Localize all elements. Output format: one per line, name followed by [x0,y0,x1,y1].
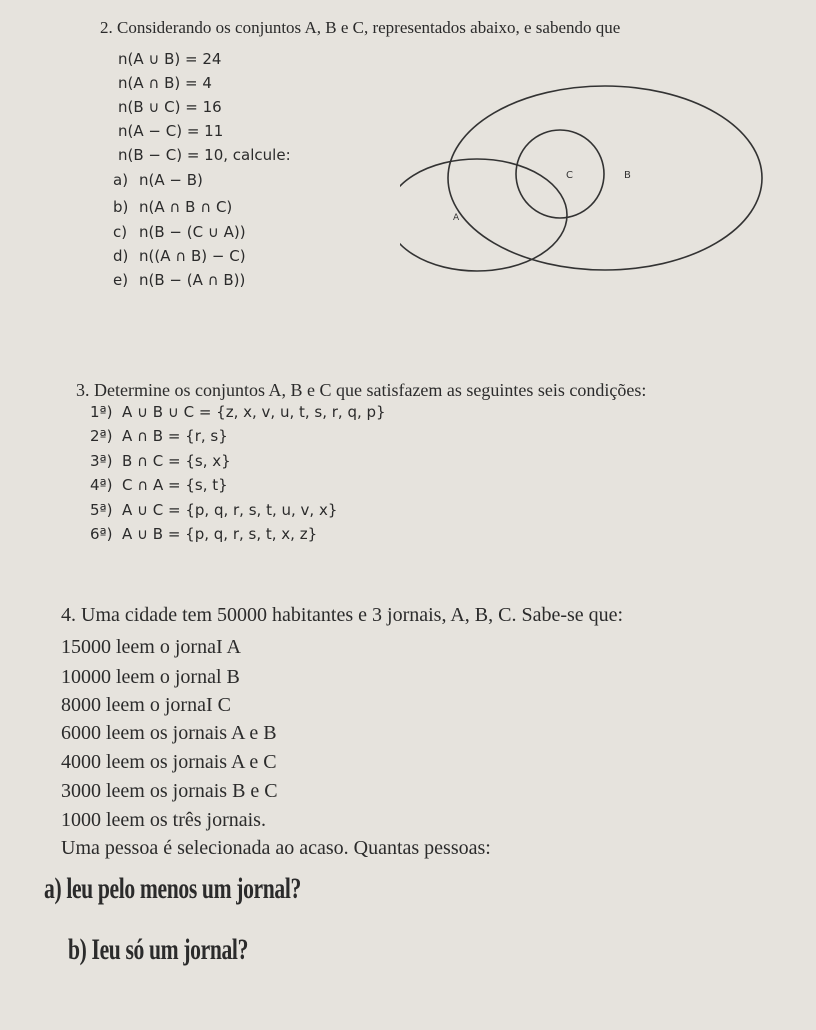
circle-c [516,130,604,218]
q4-line-1: 15000 leem o jornaI A [61,636,241,658]
item-d: d) n((A ∩ B) − C) [113,247,246,265]
venn-diagram [400,80,780,280]
condition-1: 1ª) A ∪ B ∪ C = {z, x, v, u, t, s, r, q, p} [90,403,386,421]
q4-line-4: 6000 leem os jornais A e B [61,722,277,744]
handwritten-question-a: a) leu pelo menos um jornal? [44,872,301,905]
question-4-title: 4. Uma cidade tem 50000 habitantes e 3 jornais, A, B, C. Sabe-se que: [61,604,624,626]
condition-3: 3ª) B ∩ C = {s, x} [90,452,231,470]
given-5: n(B − C) = 10, calcule: [118,146,291,164]
given-2: n(A ∩ B) = 4 [118,74,212,92]
item-b: b) n(A ∩ B ∩ C) [113,198,233,216]
question-3-title: 3. Determine os conjuntos A, B e C que satisfazem as seguintes seis condições: [76,380,647,400]
given-3: n(B ∪ C) = 16 [118,98,222,116]
q4-line-7: 1000 leem os três jornais. [61,809,266,831]
q4-line-5: 4000 leem os jornais A e C [61,751,277,773]
q4-line-8: Uma pessoa é selecionada ao acaso. Quantas pessoas: [61,837,491,859]
condition-5: 5ª) A ∪ C = {p, q, r, s, t, u, v, x} [90,501,338,519]
given-4: n(A − C) = 11 [118,122,224,140]
label-c: C [566,170,573,181]
label-b: B [624,170,631,181]
q4-line-2: 10000 leem o jornal B [61,666,240,688]
item-a: a) n(A − B) [113,171,203,189]
label-a: A [453,213,460,223]
handwritten-question-b: b) Ieu só um jornal? [68,933,249,966]
question-2-title: 2. Considerando os conjuntos A, B e C, representados abaixo, e sabendo que [100,18,621,37]
given-1: n(A ∪ B) = 24 [118,50,222,68]
condition-4: 4ª) C ∩ A = {s, t} [90,476,228,494]
q4-line-3: 8000 leem o jornaI C [61,694,231,716]
item-c: c) n(B − (C ∪ A)) [113,223,246,241]
q4-line-6: 3000 leem os jornais B e C [61,780,278,802]
condition-6: 6ª) A ∪ B = {p, q, r, s, t, x, z} [90,525,318,543]
condition-2: 2ª) A ∩ B = {r, s} [90,427,228,445]
item-e: e) n(B − (A ∩ B)) [113,271,246,289]
circle-b [448,86,762,270]
